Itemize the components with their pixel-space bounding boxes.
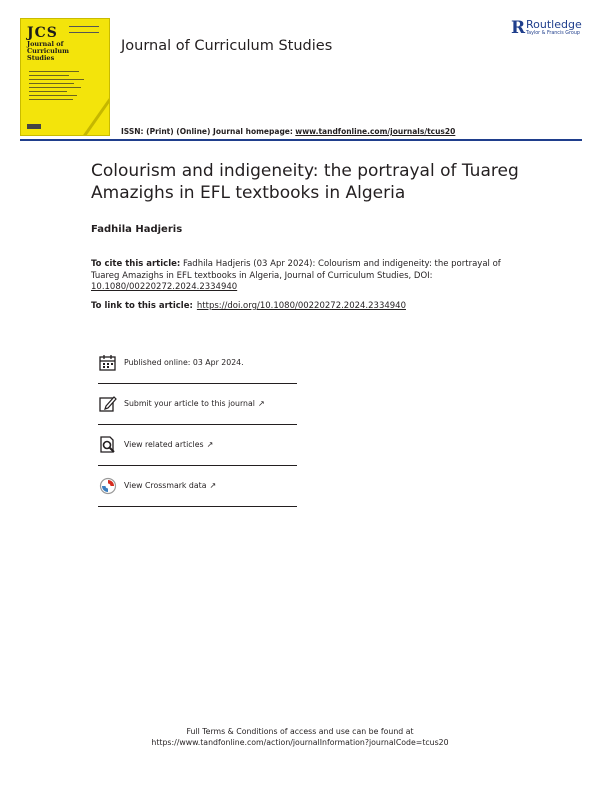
related-articles-icon xyxy=(98,435,118,455)
article-doi-link[interactable]: https://doi.org/10.1080/00220272.2024.2334940 xyxy=(196,301,406,311)
issn-line xyxy=(121,127,455,136)
action-divider xyxy=(98,506,297,507)
cite-doi-link[interactable]: 10.1080/00220272.2024.2334940 xyxy=(91,282,238,292)
footer-terms-link[interactable]: https://www.tandfonline.com/action/journalInformation?journalCode=tcus20 xyxy=(151,738,449,747)
cover-text-line xyxy=(29,79,84,80)
cite-label: To cite this article: xyxy=(91,259,181,269)
footer-terms-text: Full Terms & Conditions of access and use can be found at xyxy=(186,727,414,736)
cover-title: Journal of Curriculum Studies xyxy=(27,40,69,62)
related-articles-text xyxy=(124,440,213,449)
article-title: Colourism and indigeneity: the portrayal of Tuareg Amazighs in EFL textbooks in Algeria xyxy=(91,161,519,203)
cover-publisher-logo xyxy=(27,124,41,129)
cover-text-line xyxy=(29,87,81,88)
submit-article-label: Submit your article to this journal xyxy=(124,399,255,408)
published-online-row xyxy=(98,343,297,384)
calendar-icon xyxy=(98,353,118,373)
cover-text-line xyxy=(29,71,79,72)
link-label: To link to this article: xyxy=(91,301,193,311)
view-related-articles-button[interactable] xyxy=(98,425,297,466)
cover-text-line xyxy=(29,91,67,92)
issn-label: ISSN: (Print) (Online) Journal homepage: xyxy=(121,127,293,136)
cover-text-line xyxy=(29,75,69,76)
crossmark-text xyxy=(124,481,216,490)
published-online-label: Published online: 03 Apr 2024. xyxy=(124,358,244,367)
edit-icon xyxy=(98,394,118,414)
journal-homepage-link[interactable]: www.tandfonline.com/journals/tcus20 xyxy=(295,127,456,136)
article-link-line xyxy=(91,301,406,311)
related-articles-label: View related articles xyxy=(124,440,204,449)
external-link-icon: ↗ xyxy=(206,440,214,449)
submit-article-text xyxy=(124,399,265,408)
crossmark-icon xyxy=(98,476,118,496)
submit-article-button[interactable] xyxy=(98,384,297,425)
external-link-icon: ↗ xyxy=(209,481,217,490)
external-link-icon: ↗ xyxy=(257,399,265,408)
cover-volume-rule xyxy=(69,26,99,33)
cover-text-line xyxy=(29,99,73,100)
cover-abbrev: JCS xyxy=(27,25,58,41)
routledge-logo xyxy=(511,18,591,40)
citation-block xyxy=(91,259,511,294)
cover-text-line xyxy=(29,95,77,96)
journal-name: Journal of Curriculum Studies xyxy=(121,38,333,54)
view-crossmark-button[interactable] xyxy=(98,466,297,507)
cover-text-line xyxy=(29,83,74,84)
article-author: Fadhila Hadjeris xyxy=(91,224,183,235)
journal-cover-thumbnail xyxy=(20,18,110,136)
cite-text: Fadhila Hadjeris (03 Apr 2024): Colourism and indigeneity: the portrayal of Tuareg Amazighs in EFL textbooks in Algeria, Journal of Curriculum Studies, DOI: xyxy=(91,259,501,281)
footer xyxy=(0,726,600,748)
publisher-sub: Taylor & Francis Group xyxy=(526,31,580,36)
header-divider xyxy=(20,139,582,141)
cover-band xyxy=(75,98,110,136)
crossmark-label: View Crossmark data xyxy=(124,481,207,490)
publisher-name: Routledge xyxy=(526,18,582,31)
routledge-mark-icon: R xyxy=(511,18,526,38)
